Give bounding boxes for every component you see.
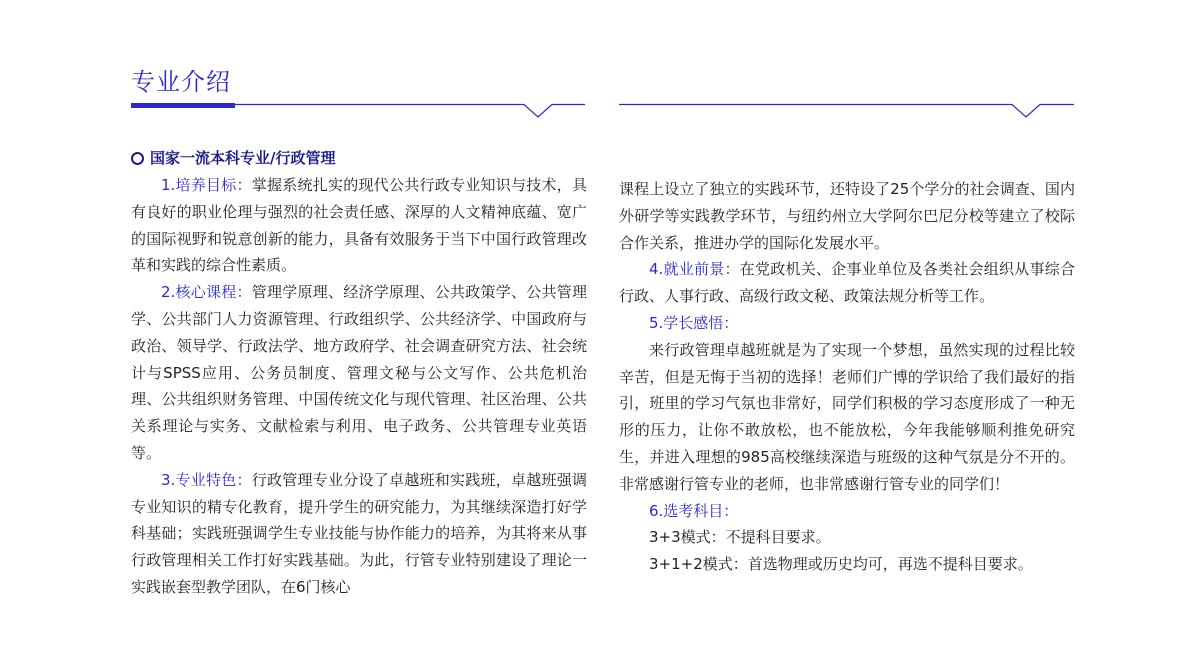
section-title: 国家一流本科专业/行政管理 (150, 149, 336, 167)
subjects-mode-1: 3+3模式：不提科目要求。 (649, 528, 831, 547)
right-column (619, 176, 1075, 578)
subjects-mode-2: 3+1+2模式：首选物理或历史均可，再选不提科目要求。 (649, 555, 1033, 574)
subjects-heading: 6.选考科目： (649, 501, 739, 520)
left-column (131, 144, 587, 601)
left-divider-line (235, 105, 585, 118)
right-divider-line (619, 105, 1074, 118)
career-paragraph (619, 256, 1075, 310)
title-underline-bar (131, 103, 235, 108)
section-heading (131, 144, 587, 172)
goal-body: 掌握系统扎实的现代公共行政专业知识与技术，具有良好的职业伦理与强烈的社会责任感、深厚的人文精神底蕴、宽广的国际视野和锐意创新的能力，具备有效服务于当下中国行政管理改革和实践的综合性素质。 (131, 176, 587, 275)
circle-ring-icon (131, 152, 144, 165)
career-body: 在党政机关、企事业单位及各类社会组织从事综合行政、人事行政、高级行政文秘、政策法规分析等工作。 (619, 260, 1075, 306)
senior-heading: 5.学长感悟： (649, 313, 739, 332)
courses-body: 管理学原理、经济学原理、公共政策学、公共管理学、公共部门人力资源管理、行政组织学、公共经济学、中国政府与政治、领导学、行政法学、地方政府学、社会调查研究方法、社会统计与SPSS应用、公务员制度、管理文秘与公文写作、公共危机治理、公共组织财务管理、中国传统文化与现代管理、社区治理、公共关系理论与实务、文献检索与利用、电子政务、公共管理专业英语等。 (131, 283, 587, 462)
career-heading: 4.就业前景： (649, 260, 740, 279)
courses-heading: 2.核心课程： (161, 283, 252, 302)
title-divider (0, 0, 1181, 130)
senior-body: 来行政管理卓越班就是为了实现一个梦想，虽然实现的过程比较辛苦，但是无悔于当初的选择！老师们广博的学识给了我们最好的指引，班里的学习气氛也非常好，同学们积极的学习态度形成了一种无形的压力，让你不敢放松，也不能放松，今年我能够顺利推免研究生，并进入理想的985高校继续深造与班级的这种气氛是分不开的。非常感谢行管专业的老师，也非常感谢行管专业的同学们！ (619, 340, 1075, 493)
features-continued: 课程上设立了独立的实践环节，还特设了25个学分的社会调查、国内外研学等实践教学环节，与纽约州立大学阿尔巴尼分校等建立了校际合作关系，推进办学的国际化发展水平。 (619, 180, 1075, 252)
features-heading: 3.专业特色： (161, 470, 252, 489)
page-title: 专业介绍 (131, 68, 231, 96)
courses-paragraph (131, 279, 587, 467)
features-paragraph (131, 467, 587, 601)
goal-heading: 1.培养目标： (161, 176, 252, 194)
features-body: 行政管理专业分设了卓越班和实践班，卓越班强调专业知识的精专化教育，提升学生的研究能力，为其继续深造打好学科基础；实践班强调学生专业技能与协作能力的培养，为其将来从事行政管理相关工作打好实践基础。为此，行管专业特别建设了理论一实践嵌套型教学团队，在6门核心 (131, 470, 587, 596)
goal-paragraph (131, 172, 587, 279)
